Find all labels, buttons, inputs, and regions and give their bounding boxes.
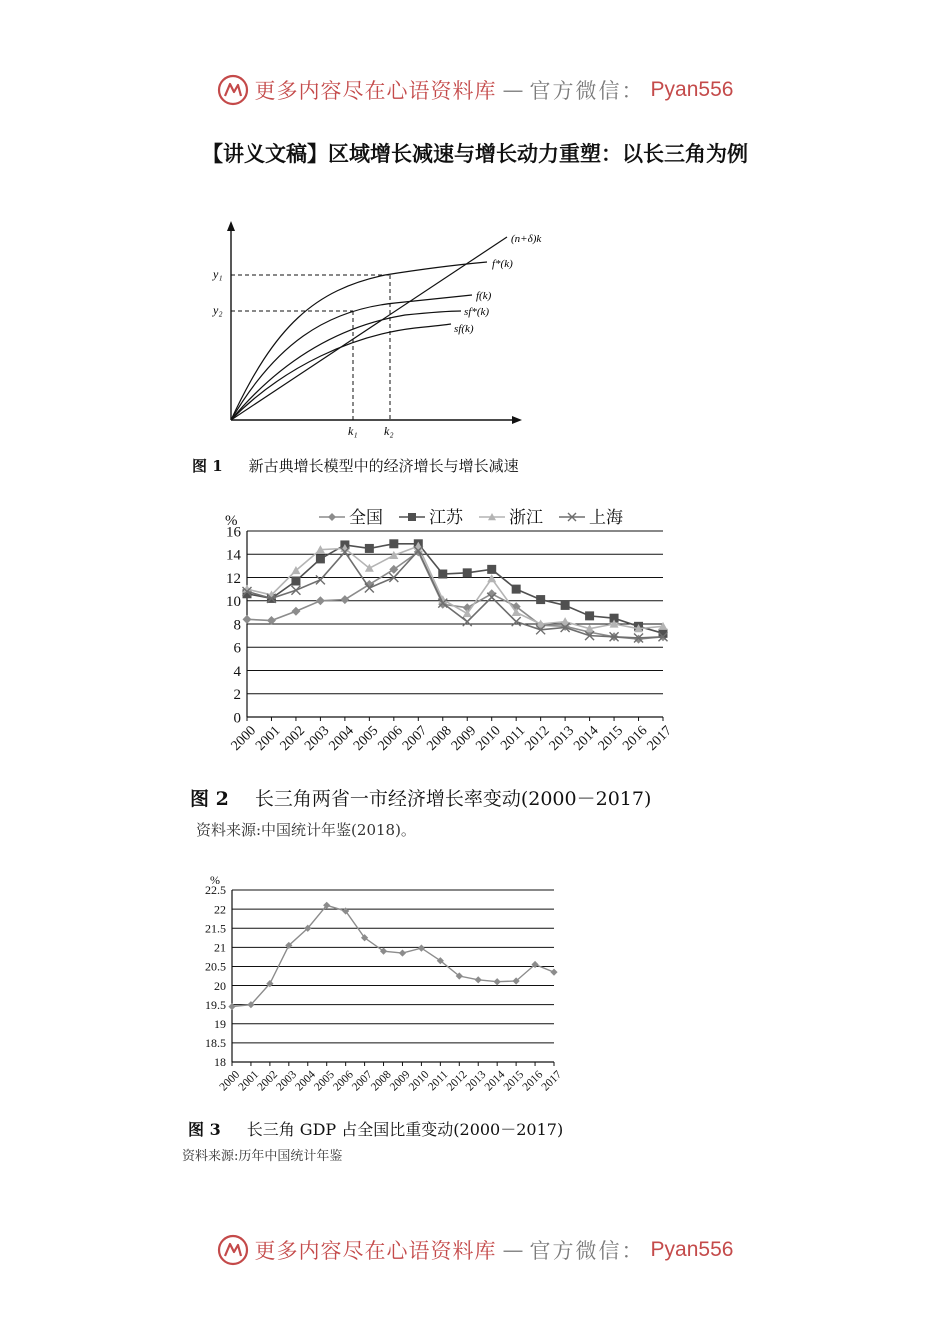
fig1-y-arrow [227,221,235,231]
data-point [487,565,496,574]
figure1-diagram [195,215,575,445]
y-tick-label: 4 [233,663,241,680]
data-point [634,635,643,644]
figure2-number: 图 2 [190,788,229,810]
x-tick-label: 2008 [368,1068,394,1094]
x-tick-label: 2017 [539,1068,565,1094]
fig1-label-fstar: f*(k) [492,258,513,270]
banner-text: 更多内容尽在心语资料库 [254,79,497,103]
data-point [340,595,349,604]
y-tick-label: 21 [214,940,226,955]
data-point [243,615,252,624]
figure3-caption [188,1117,563,1140]
fig1-label-y2: y₂ [213,303,223,317]
series-line [232,905,554,1006]
x-tick-label: 2016 [520,1068,546,1094]
x-tick-label: 2004 [326,723,357,754]
x-tick-label: 2005 [312,1068,337,1094]
y-tick-label: 22.5 [205,883,226,898]
data-point [291,586,300,595]
banner-wechat-label: 官方微信： [529,1239,645,1263]
x-tick-label: 2012 [522,723,553,754]
fig1-label-y1: y₁ [213,267,223,281]
data-point [512,585,521,594]
y-tick-label: 18.5 [205,1036,226,1051]
figure3-chart [182,866,582,1106]
fig1-label-k2: k₂ [384,424,394,438]
banner-wechat-id: Pyan556 [650,78,734,101]
x-tick-label: 2013 [463,1068,489,1094]
legend-label: 全国 [349,508,383,527]
data-point [512,617,521,626]
y-axis-unit-label: % [225,513,238,529]
fig1-label-line: (n+δ)k [511,233,542,245]
data-point [494,978,501,985]
series-line [247,544,663,634]
legend-marker [408,513,416,521]
x-tick-label: 2006 [375,723,406,754]
data-point [487,574,496,582]
data-point [585,611,594,620]
data-point [438,570,447,579]
legend-label: 上海 [589,508,623,527]
brand-logo-icon [217,74,249,106]
figure1-caption [192,455,519,476]
data-point [463,617,472,626]
y-tick-label: 0 [233,710,241,727]
data-point [418,944,425,951]
x-tick-label: 2004 [293,1068,318,1094]
figure2-caption-text: 长三角两省一市经济增长率变动(2000－2017) [254,788,652,810]
data-point [316,575,325,584]
x-tick-label: 2008 [424,723,455,754]
x-tick-label: 2000 [217,1068,243,1094]
x-tick-label: 2009 [387,1068,413,1094]
banner-separator: — [502,1238,524,1262]
banner-wechat-id: Pyan556 [650,1238,734,1261]
y-tick-label: 12 [226,570,241,587]
figure3-number: 图 3 [188,1120,221,1139]
data-point [399,949,406,956]
x-tick-label: 2016 [620,723,651,754]
banner-wechat-label: 官方微信： [529,79,645,103]
x-tick-label: 2009 [448,723,480,754]
y-tick-label: 19 [214,1016,226,1031]
figure3-source: 资料来源:历年中国统计年鉴 [182,1149,343,1164]
bottom-banner [0,1234,950,1274]
x-tick-label: 2003 [274,1068,300,1094]
fig1-curve-f [231,295,472,420]
figure2-caption [190,784,651,811]
x-tick-label: 2011 [498,723,529,754]
data-point [561,601,570,610]
x-tick-label: 2014 [482,1068,508,1094]
data-point [316,554,325,563]
x-tick-label: 2014 [571,723,602,754]
data-point [536,595,545,604]
fig1-label-f: f(k) [476,290,492,302]
fig1-label-sfstar: sf*(k) [464,306,490,318]
x-tick-label: 2006 [331,1068,356,1094]
data-point [291,576,300,585]
banner-text: 更多内容尽在心语资料库 [254,1239,497,1263]
fig1-label-k1: k₁ [348,424,358,438]
fig1-label-sf: sf(k) [454,323,474,335]
x-tick-label: 2001 [236,1068,262,1094]
y-tick-label: 20 [214,978,226,993]
legend-label: 江苏 [429,508,463,527]
x-tick-label: 2011 [426,1068,451,1094]
data-point [463,568,472,577]
data-point [228,1003,235,1010]
figure1-caption-text: 新古典增长模型中的经济增长与增长减速 [248,457,519,475]
x-tick-label: 2012 [444,1068,470,1094]
y-tick-label: 14 [226,547,241,564]
x-tick-label: 2015 [501,1068,527,1094]
y-tick-label: 16 [226,524,241,541]
data-point [389,539,398,548]
y-tick-label: 2 [233,687,241,703]
figure3-caption-text: 长三角 GDP 占全国比重变动(2000－2017) [246,1120,564,1139]
x-tick-label: 2001 [253,723,284,754]
data-point [475,976,482,983]
document-title: 【讲义文稿】区域增长减速与增长动力重塑：以长三角为例 [202,142,748,166]
x-tick-label: 2017 [644,723,676,754]
data-point [365,544,374,553]
x-tick-label: 2000 [228,723,260,754]
top-banner [0,74,950,114]
x-tick-label: 2003 [302,723,333,754]
y-tick-label: 18 [214,1055,226,1070]
y-tick-label: 20.5 [205,959,226,974]
x-tick-label: 2007 [399,723,431,754]
banner-separator: — [502,78,524,102]
x-tick-label: 2007 [350,1068,375,1094]
x-tick-label: 2002 [255,1068,281,1094]
legend-marker [328,513,336,521]
figure2-chart [185,500,705,778]
y-tick-label: 6 [233,640,241,657]
x-tick-label: 2002 [277,723,308,754]
fig1-x-arrow [512,416,522,424]
data-point [316,596,325,605]
y-tick-label: 22 [214,902,226,917]
data-point [550,969,557,976]
y-tick-label: 10 [226,594,241,610]
data-point [291,607,300,616]
x-tick-label: 2015 [595,723,627,754]
figure1-number: 图 1 [192,457,223,475]
legend-label: 浙江 [509,508,543,527]
y-tick-label: 19.5 [205,997,226,1012]
x-tick-label: 2013 [546,723,578,754]
series-line [247,551,663,638]
x-tick-label: 2005 [350,723,382,754]
y-tick-label: 21.5 [205,921,226,936]
figure2-source: 资料来源:中国统计年鉴(2018)。 [196,821,416,839]
y-tick-label: 8 [233,617,241,634]
x-tick-label: 2010 [406,1068,432,1094]
x-tick-label: 2010 [473,723,504,754]
brand-logo-icon [217,1234,249,1266]
y-axis-unit-label: % [210,873,220,887]
